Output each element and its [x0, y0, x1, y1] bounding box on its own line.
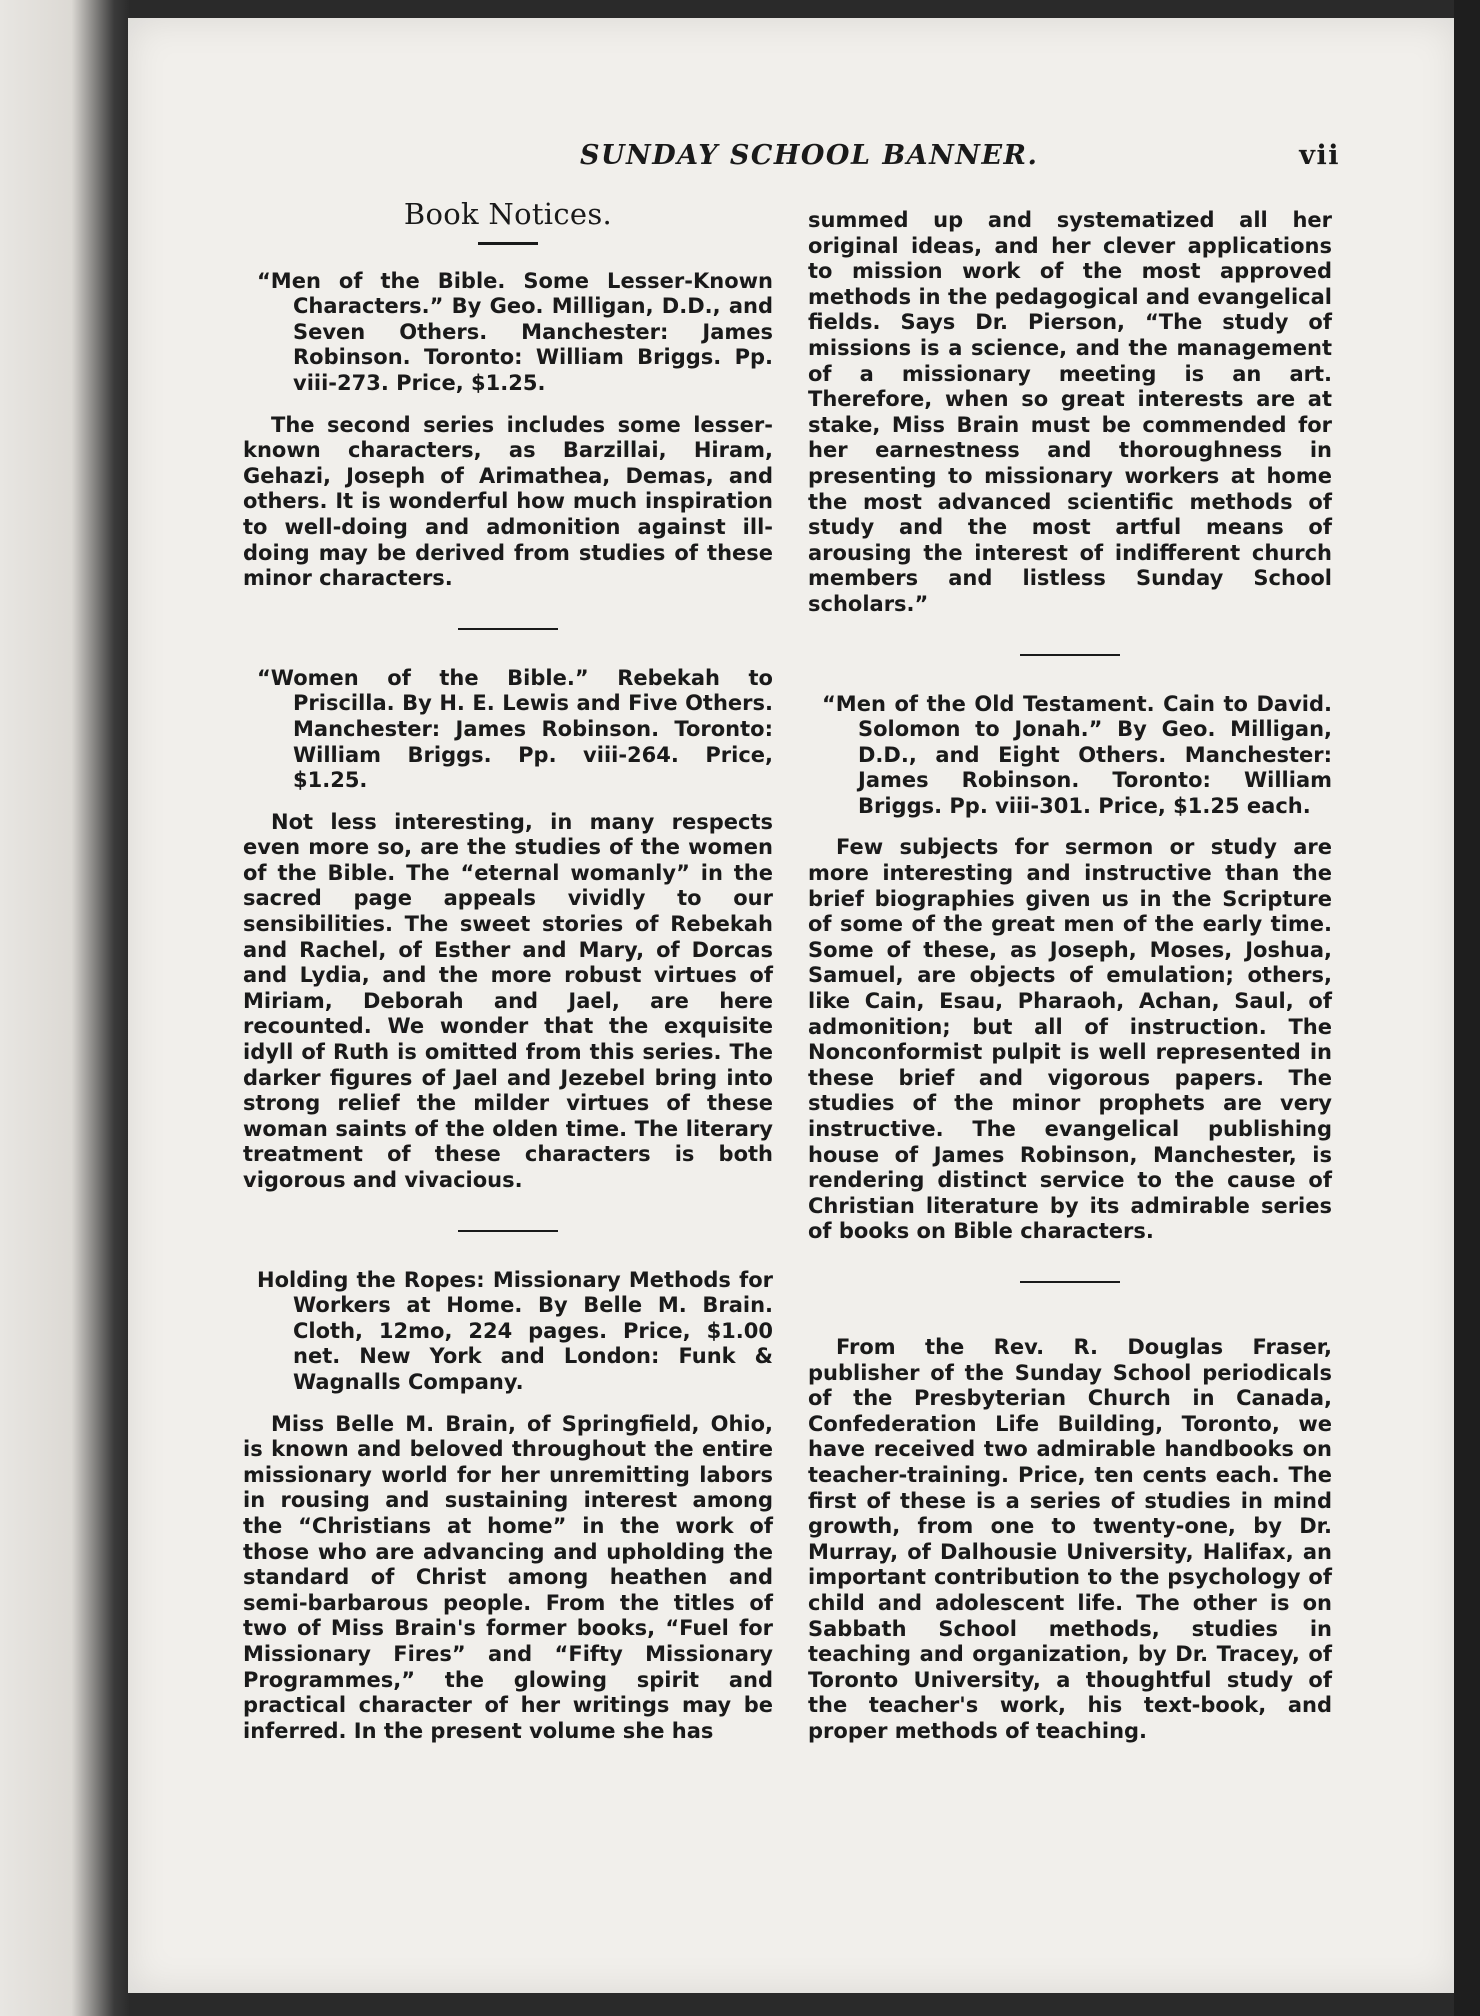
book-notice [243, 1268, 773, 1745]
notice-review: Miss Belle M. Brain, of Springfield, Ohio, is known and beloved throughout the entire missionary world for her unremitting labors in rousing and sustaining interest among the “Christians at home” in the work of those who are advancing and upholding the standard of Christ among heathen and semi-barbarous people. From the titles of two of Miss Brain's former books, “Fuel for Missionary Fires” and “Fifty Missionary Programmes,” the glowing spirit and practical character of her writings may be inferred. In the present volume she has [243, 1411, 773, 1743]
notice-citation: Holding the Ropes: Missionary Methods for Workers at Home. By Belle M. Brain. Cloth, 12mo, 224 pages. Price, $1.00 net. New York and London: Funk & Wagnalls Company. [257, 1267, 773, 1394]
page-edge-shadow [1454, 0, 1480, 2016]
book-notice [243, 666, 773, 1194]
notice-review: The second series includes some lesser-known characters, as Barzillai, Hiram, Gehazi, Joseph of Arimathea, Demas, and others. It is wonderful how much inspiration to well-doing and admonition against ill-doing may be derived from studies of these minor characters. [243, 412, 773, 591]
notice-review: Few subjects for sermon or study are more interesting and instructive than the brief biographies given us in the Scripture of some of the great men of the early time. Some of these, as Joseph, Moses, Joshua, Samuel, are objects of emulation; others, like Cain, Esau, Pharaoh, Achan, Saul, of admonition; but all of instruction. The Nonconformist pulpit is well represented in these brief and vigorous papers. The studies of the minor prophets are very instructive. The evangelical publishing house of James Robinson, Manchester, is rendering distinct service to the cause of Christian literature by its admirable series of books on Bible characters. [808, 835, 1332, 1244]
notice-citation: “Men of the Bible. Some Lesser-Known Characters.” By Geo. Milligan, D.D., and Seven Others. Manchester: James Robinson. Toronto: William Briggs. Pp. viii-273. Price, $1.25. [257, 268, 773, 395]
right-column [808, 208, 1332, 1744]
book-notice [243, 269, 773, 592]
book-notice [808, 692, 1332, 1245]
section-divider [1020, 654, 1120, 656]
heading-rule [478, 242, 538, 245]
left-column [243, 197, 773, 1744]
page-number: vii [1299, 140, 1340, 171]
notice-review: Not less interesting, in many respects even more so, are the studies of the women of the Bible. The “eternal womanly” in the sacred page appeals vividly to our sensibilities. The sweet stories of Rebekah and Rachel, of Esther and Mary, of Dorcas and Lydia, and the more robust virtues of Miriam, Deborah and Jael, are here recounted. We wonder that the exquisite idyll of Ruth is omitted from this series. The darker figures of Jael and Jezebel bring into strong relief the milder virtues of these woman saints of the olden time. The literary treatment of these characters is both vigorous and vivacious. [243, 809, 773, 1192]
running-head [580, 140, 1340, 184]
closing-paragraph: From the Rev. R. Douglas Fraser, publisher of the Sunday School periodicals of the Presbyterian Church in Canada, Confederation Life Building, Toronto, we have received two admirable handbooks on teacher-training. Price, ten cents each. The first of these is a series of studies in mind growth, from one to twenty-one, by Dr. Murray, of Dalhousie University, Halifax, an important contribution to the psychology of child and adolescent life. The other is on Sabbath School methods, studies in teaching and organization, by Dr. Tracey, of Toronto University, a thoughtful study of the teacher's work, his text-book, and proper methods of teaching. [808, 1334, 1332, 1743]
section-divider [458, 1230, 558, 1232]
section-divider [1020, 1281, 1120, 1283]
notice-review-continued: summed up and systematized all her original ideas, and her clever applications to mission work of the most approved methods in the pedagogical and evangelical fields. Says Dr. Pierson, “The study of missions is a science, and the management of a missionary meeting is an art. Therefore, when so great interests are at stake, Miss Brain must be commended for her earnestness and thoroughness in presenting to missionary workers at home the most advanced scientific methods of study and the most artful means of arousing the interest of indifferent church members and listless Sunday School scholars.” [808, 208, 1332, 616]
section-divider [458, 628, 558, 630]
running-title: SUNDAY SCHOOL BANNER. [580, 140, 1039, 171]
notice-citation: “Men of the Old Testament. Cain to David. Solomon to Jonah.” By Geo. Milligan, D.D., and Eight Others. Manchester: James Robinson. Toronto: William Briggs. Pp. viii-301. Price, $1.25 each. [822, 691, 1332, 818]
section-heading: Book Notices. [403, 197, 613, 231]
notice-citation: “Women of the Bible.” Rebekah to Priscilla. By H. E. Lewis and Five Others. Manchester: James Robinson. Toronto: William Briggs. Pp. viii-264. Price, $1.25. [257, 665, 773, 793]
binding-gutter [0, 0, 130, 2016]
